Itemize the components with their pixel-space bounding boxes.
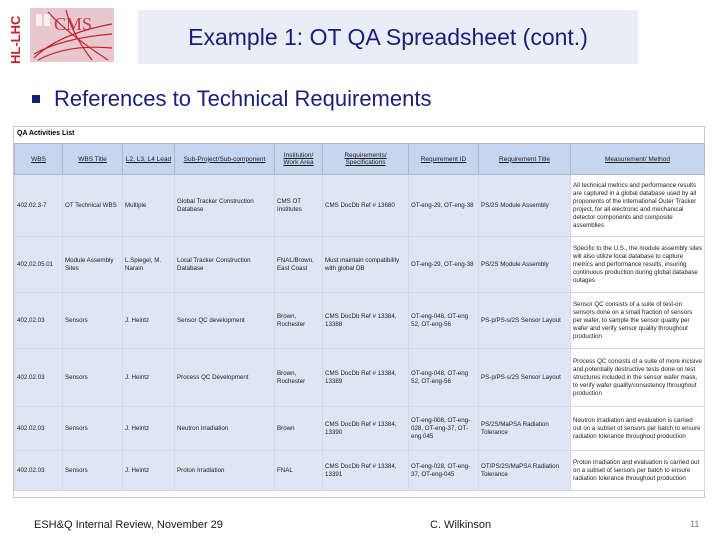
- column-header: WBS: [15, 144, 63, 175]
- footer-event: ESH&Q Internal Review, November 29: [34, 519, 223, 531]
- table-cell: CMS DocDb Ref # 13384, 13388: [323, 293, 409, 349]
- hl-lhc-uscms-logo: [8, 4, 118, 66]
- table-cell: OT Technical WBS: [63, 175, 123, 237]
- table-cell: Process QC Development: [175, 349, 275, 407]
- qa-table: [14, 143, 705, 491]
- column-header: L2, L3, L4 Lead: [123, 144, 175, 175]
- table-cell: OT-eng-008, OT-eng-028, OT-eng-37, OT-eng 045: [409, 407, 479, 451]
- table-row: [15, 293, 705, 349]
- table-cell: CMS DocDb Ref # 13384, 13389: [323, 349, 409, 407]
- table-cell: 402.02.3-7: [15, 175, 63, 237]
- table-cell: Must maintain compatibility with global DB: [323, 237, 409, 293]
- table-cell: Multiple: [123, 175, 175, 237]
- table-cell: Global Tracker Construction Database: [175, 175, 275, 237]
- table-cell: PS-p/PS-s/2S Sensor Layout: [479, 349, 571, 407]
- table-cell: L.Spiegel, M. Narain: [123, 237, 175, 293]
- column-header: Requirement ID: [409, 144, 479, 175]
- column-header: Sub-Project/Sub-component: [175, 144, 275, 175]
- table-cell: CMS DocDb Ref # 13384, 13391: [323, 451, 409, 491]
- table-cell: PS-p/PS-s/2S Sensor Layout: [479, 293, 571, 349]
- table-cell: Sensors: [63, 293, 123, 349]
- column-header: Measurement/ Method: [571, 144, 705, 175]
- table-cell: Sensors: [63, 451, 123, 491]
- bullet-text: References to Technical Requirements: [54, 86, 432, 111]
- table-cell: Brown: [275, 407, 323, 451]
- table-cell: Local Tracker Construction Database: [175, 237, 275, 293]
- table-cell: Proton Irradiation: [175, 451, 275, 491]
- table-row: [15, 407, 705, 451]
- table-cell: Sensor QC consists of a suite of test-on sensors done on a small fraction of sensors per wafer, to sample the sensor quality per wafer and verify sensor quality throughout production: [571, 293, 705, 349]
- table-cell: J. Heintz: [123, 293, 175, 349]
- table-row: [15, 175, 705, 237]
- table-cell: OT-eng-29, OT-eng-38: [409, 237, 479, 293]
- column-header: WBS Title: [63, 144, 123, 175]
- table-cell: 402.02.03: [15, 349, 63, 407]
- page-number: 11: [690, 519, 700, 529]
- table-cell: 402.02.03: [15, 407, 63, 451]
- table-cell: CMS OT Institutes: [275, 175, 323, 237]
- column-header: Requirements/ Specifications: [323, 144, 409, 175]
- table-cell: PS/2S Module Assembly: [479, 175, 571, 237]
- table-cell: Brown, Rochester: [275, 349, 323, 407]
- sheet-title: QA Activities List: [17, 130, 75, 137]
- footer-author: C. Wilkinson: [430, 519, 492, 531]
- qa-spreadsheet: [13, 126, 705, 498]
- table-cell: 402.02.03: [15, 293, 63, 349]
- table-cell: Specific to the U.S., the module assembly sites will also utilize local database to capture metrics and performance results, insuring continuous production during global database outages: [571, 237, 705, 293]
- table-cell: OT-eng-29, OT-eng-38: [409, 175, 479, 237]
- table-cell: CMS DocDb Ref # 13680: [323, 175, 409, 237]
- table-cell: CMS DocDb Ref # 13384, 13390: [323, 407, 409, 451]
- table-cell: Sensor QC development: [175, 293, 275, 349]
- table-cell: 402.02.03: [15, 451, 63, 491]
- table-cell: Sensors: [63, 349, 123, 407]
- table-cell: Module Assembly Sites: [63, 237, 123, 293]
- table-cell: Neutron Irradiation: [175, 407, 275, 451]
- table-cell: OT/PS/2S/MaPSA Radiation Tolerance: [479, 451, 571, 491]
- header-row: [15, 144, 705, 175]
- table-cell: Proton irradiation and evaluation is carried out on a subset of sensors per batch to ensure radiation tolerance throughout production: [571, 451, 705, 491]
- table-cell: J. Heintz: [123, 407, 175, 451]
- slide-title-banner: [138, 10, 638, 64]
- table-cell: 402.02.05.01: [15, 237, 63, 293]
- column-header: Requirement Title: [479, 144, 571, 175]
- table-cell: PS/2S/MaPSA Radiation Tolerance: [479, 407, 571, 451]
- table-cell: Process QC consists of a suite of more incisive and potentially destructive tests done on test structures included in the sensor wafer mask, to verify wafer quality/consistency throughout production: [571, 349, 705, 407]
- svg-text:HL-LHC: HL-LHC: [8, 15, 23, 64]
- table-row: [15, 237, 705, 293]
- table-cell: J. Heintz: [123, 451, 175, 491]
- table-cell: FNAL: [275, 451, 323, 491]
- table-cell: OT-eng-028, OT-eng-37, OT-eng-045: [409, 451, 479, 491]
- table-row: [15, 349, 705, 407]
- square-bullet-icon: [32, 95, 40, 103]
- table-cell: Sensors: [63, 407, 123, 451]
- table-cell: PS/2S Module Assembly: [479, 237, 571, 293]
- column-header: Institution/ Work Area: [275, 144, 323, 175]
- table-cell: Brown, Rochester: [275, 293, 323, 349]
- bullet-item: [32, 86, 431, 112]
- table-cell: OT-eng-048, OT-eng 52, OT-eng-56: [409, 349, 479, 407]
- table-cell: OT-eng-048, OT-eng 52, OT-eng-56: [409, 293, 479, 349]
- slide-title: Example 1: OT QA Spreadsheet (cont.): [188, 23, 588, 50]
- table-row: [15, 451, 705, 491]
- svg-text:CMS: CMS: [54, 14, 93, 34]
- table-cell: Neutron irradiation and evaluation is carried out on a subset of sensors per batch to ensure radiation tolerance throughout production: [571, 407, 705, 451]
- table-cell: All technical metrics and performance results are captured in a global database used by all proponents of the international Outer Tracker project, for all electronic and mechanical detector components and composite assemblies: [571, 175, 705, 237]
- table-cell: FNAL/Brown, East Coast: [275, 237, 323, 293]
- table-cell: J. Heintz: [123, 349, 175, 407]
